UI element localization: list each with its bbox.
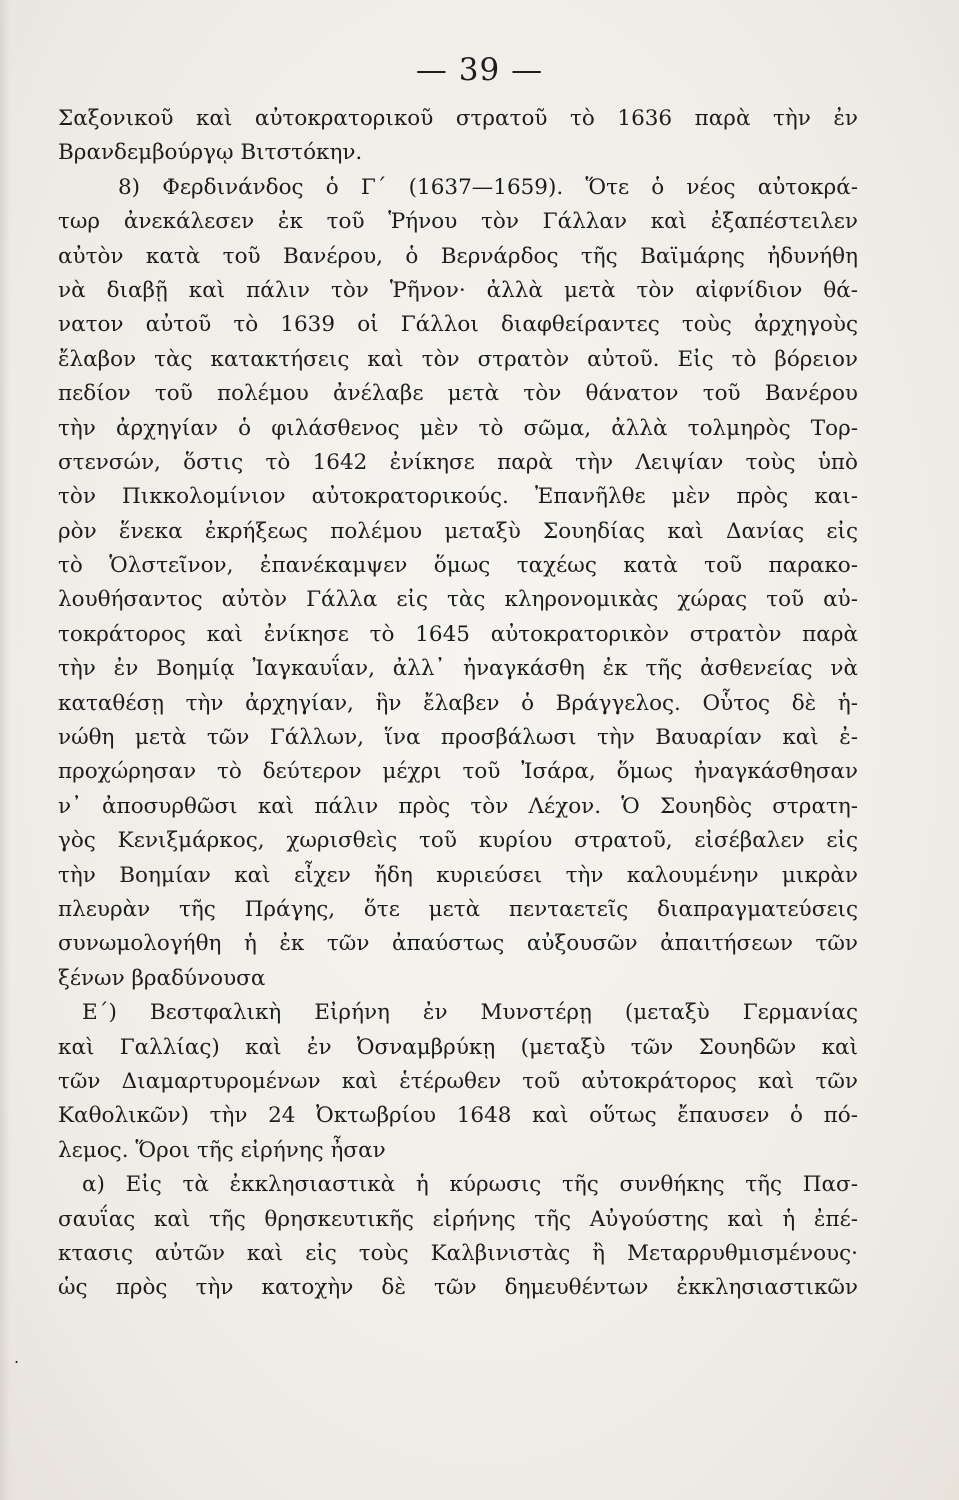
text-line: στενσών, ὅστις τὸ 1642 ἐνίκησε παρὰ τὴν Λειψίαν τοὺς ὑπὸ: [58, 449, 858, 475]
text-line: τῶν Διαμαρτυρομένων καὶ ἑτέρωθεν τοῦ αὐτοκράτορος καὶ τῶν: [58, 1068, 858, 1094]
text-line: ὡς πρὸς τὴν κατοχὴν δὲ τῶν δημευθέντων ἐκκλησιαστικῶν: [58, 1275, 858, 1301]
text-line: γὸς Κενιξμάρκος, χωρισθεὶς τοῦ κυρίου στρατοῦ, εἰσέβαλεν εἰς: [58, 828, 858, 854]
text-line: τοκράτορος καὶ ἐνίκησε τὸ 1645 αὐτοκρατορικὸν στρατὸν παρὰ: [58, 621, 858, 647]
text-line: τὴν ἐν Βοημίᾳ Ἰαγκαυΐαν, ἀλλ᾽ ἠναγκάσθη ἐκ τῆς ἀσθενείας νὰ: [58, 656, 858, 682]
text-line: πεδίον τοῦ πολέμου ἀνέλαβε μετὰ τὸν θάνατον τοῦ Βανέρου: [58, 381, 858, 407]
text-line: συνωμολογήθη ἡ ἐκ τῶν ἀπαύστως αὐξουσῶν ἀπαιτήσεων τῶν: [58, 931, 858, 957]
text-line: τὸν Πικκολομίνιον αὐτοκρατορικούς. Ἐπανῆλθε μὲν πρὸς και-: [58, 484, 858, 510]
text-line: καταθέσῃ τὴν ἀρχηγίαν, ἣν ἔλαβεν ὁ Βράγγελος. Οὗτος δὲ ἡ-: [58, 690, 858, 716]
margin-mark: .: [14, 1348, 20, 1367]
text-line: 8) Φερδινάνδος ὁ Γ΄ (1637—1659). Ὅτε ὁ νέος αὐτοκρά-: [118, 174, 858, 200]
text-line: Ε΄) Βεστφαλικὴ Εἰρήνη ἐν Μυνστέρῃ (μεταξὺ Γερμανίας: [82, 1000, 858, 1026]
text-line: Βρανδεμβούργῳ Βιτστόκην.: [58, 140, 363, 166]
text-line: πλευρὰν τῆς Πράγης, ὅτε μετὰ πενταετεῖς διαπραγματεύσεις: [58, 896, 858, 922]
text-line: κτασις αὐτῶν καὶ εἰς τοὺς Καλβινιστὰς ἢ Μεταρρυθμισμένους·: [58, 1240, 858, 1266]
text-line: προχώρησαν τὸ δεύτερον μέχρι τοῦ Ἰσάρα, ὅμως ἠναγκάσθησαν: [58, 759, 858, 785]
text-line: λουθήσαντος αὐτὸν Γάλλα εἰς τὰς κληρονομικὰς χώρας τοῦ αὐ-: [58, 587, 858, 613]
text-line: σαυΐας καὶ τῆς θρησκευτικῆς εἰρήνης τῆς Αὐγούστης καὶ ἡ ἐπέ-: [58, 1206, 858, 1232]
text-line: Καθολικῶν) τὴν 24 Ὀκτωβρίου 1648 καὶ οὕτως ἔπαυσεν ὁ πό-: [58, 1103, 858, 1129]
text-line: α) Εἰς τὰ ἐκκλησιαστικὰ ἡ κύρωσις τῆς συνθήκης τῆς Πασ-: [82, 1172, 858, 1198]
text-line: αὐτὸν κατὰ τοῦ Βανέρου, ὁ Βερνάρδος τῆς Βαϊμάρης ἠδυνήθη: [58, 243, 858, 269]
text-line: τὴν Βοημίαν καὶ εἶχεν ἤδη κυριεύσει τὴν καλουμένην μικρὰν: [58, 862, 858, 888]
text-line: ρὸν ἕνεκα ἐκρήξεως πολέμου μεταξὺ Σουηδίας καὶ Δανίας εἰς: [58, 518, 858, 544]
text-line: νώθη μετὰ τῶν Γάλλων, ἵνα προσβάλωσι τὴν Βαυαρίαν καὶ ἐ-: [58, 725, 858, 751]
text-line: λεμος. Ὅροι τῆς εἰρήνης ἦσαν: [58, 1137, 386, 1163]
text-line: καὶ Γαλλίας) καὶ ἐν Ὀσναμβρύκῃ (μεταξὺ τῶν Σουηδῶν καὶ: [58, 1034, 858, 1060]
text-line: τὸ Ὁλστεῖνον, ἐπανέκαμψεν ὅμως ταχέως κατὰ τοῦ παρακο-: [58, 553, 858, 579]
text-line: τωρ ἀνεκάλεσεν ἐκ τοῦ Ῥήνου τὸν Γάλλαν καὶ ἐξαπέστειλεν: [58, 209, 858, 235]
text-line: ν᾽ ἀποσυρθῶσι καὶ πάλιν πρὸς τὸν Λέχον. Ὁ Σουηδὸς στρατη-: [58, 793, 858, 819]
text-line: τὴν ἀρχηγίαν ὁ φιλάσθενος μὲν τὸ σῶμα, ἀλλὰ τολμηρὸς Τορ-: [58, 415, 858, 441]
text-line: ἔλαβον τὰς κατακτήσεις καὶ τὸν στρατὸν αὐτοῦ. Εἰς τὸ βόρειον: [58, 346, 858, 372]
text-line: νατον αὐτοῦ τὸ 1639 οἱ Γάλλοι διαφθείραντες τοὺς ἀρχηγοὺς: [58, 312, 858, 338]
page-edge-shadow: [0, 0, 10, 1500]
text-line: νὰ διαβῇ καὶ πάλιν τὸν Ῥῆνον· ἀλλὰ μετὰ τὸν αἰφνίδιον θά-: [58, 277, 858, 303]
body-text: [58, 102, 858, 1306]
page-number: — 39 —: [415, 52, 544, 88]
text-line: Σαξονικοῦ καὶ αὐτοκρατορικοῦ στρατοῦ τὸ 1636 παρὰ τὴν ἐν: [58, 106, 858, 131]
text-line: ξένων βραδύνουσα: [58, 965, 266, 991]
